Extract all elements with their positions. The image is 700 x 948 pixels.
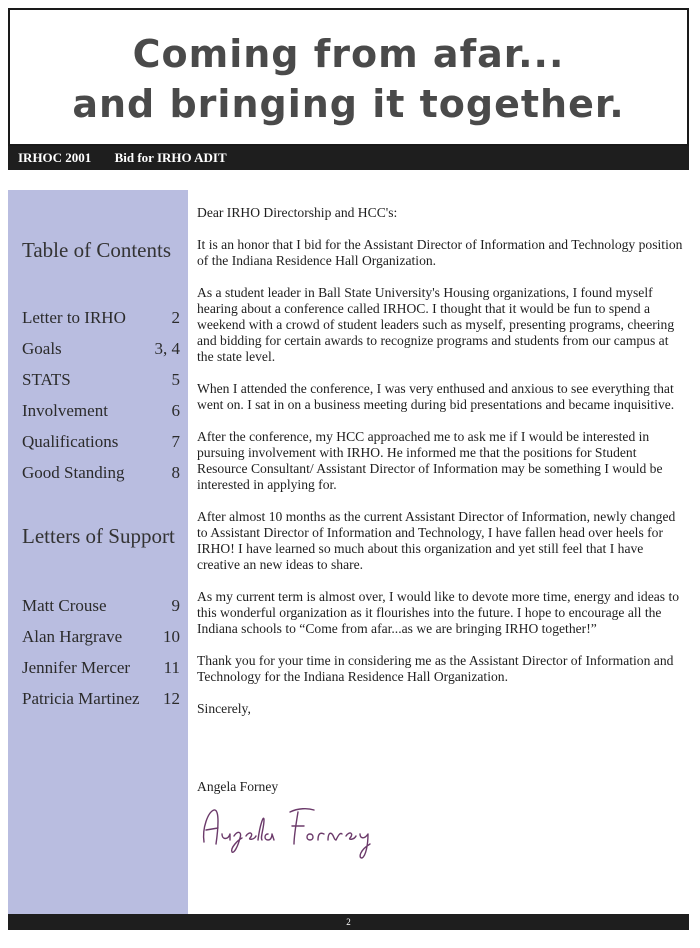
letter-paragraph: As a student leader in Ball State University's Housing organizations, I found myself hearing about a conference called IRHOC. I thought that it would be fun to spend a weekend with a crowd of student leaders such as myself, presenting programs, cheering and bidding for certain awards to recognize programs and students from our campus at the state level. bbox=[197, 285, 675, 364]
letter-paragraph: After almost 10 months as the current Assistant Director of Information, newly changed to Assistant Director of Information and Technology, I have fallen head over heels for IRHO! I have learned so much about this organization and yet still feel that I have creative an new ideas to share. bbox=[197, 509, 676, 572]
support-item-label: Alan Hargrave bbox=[22, 627, 123, 646]
page-number: 2 bbox=[346, 917, 351, 927]
header-banner bbox=[8, 146, 689, 170]
toc-item-page: 2 bbox=[171, 308, 180, 327]
support-item-label: Patricia Martinez bbox=[22, 689, 140, 708]
header-title-box bbox=[8, 8, 689, 146]
letter-paragraph: It is an honor that I bid for the Assistant Director of Information and Technology position of the Indiana Residence Hall Organization. bbox=[197, 237, 683, 268]
toc-item-page: 3, 4 bbox=[154, 339, 180, 358]
support-heading: Letters of Support bbox=[22, 524, 175, 548]
letter-body bbox=[197, 205, 687, 811]
support-item-page: 11 bbox=[163, 658, 180, 677]
support-item bbox=[22, 596, 180, 616]
letter-paragraph: After the conference, my HCC approached me to ask me if I would be interested in pursuing involvement with IRHO. He informed me that the positions for Student Resource Consultant/ Assistant Director of Information may be something I would be interested in applying for. bbox=[197, 429, 663, 492]
support-item-label: Jennifer Mercer bbox=[22, 658, 131, 677]
support-item bbox=[22, 689, 180, 709]
toc-item bbox=[22, 370, 180, 390]
handwritten-signature bbox=[198, 800, 388, 860]
toc-item-page: 6 bbox=[171, 401, 180, 420]
toc-item-label: Letter to IRHO bbox=[22, 308, 126, 327]
toc-item-page: 8 bbox=[171, 463, 180, 482]
toc-heading: Table of Contents bbox=[22, 238, 171, 262]
support-item-page: 10 bbox=[163, 627, 180, 646]
toc-item bbox=[22, 463, 180, 483]
toc-item bbox=[22, 401, 180, 421]
letter-salutation: Dear IRHO Directorship and HCC's: bbox=[197, 205, 398, 220]
title-line-1: Coming from afar... bbox=[132, 32, 565, 76]
letter-signer: Angela Forney bbox=[197, 779, 279, 794]
toc-item-label: Good Standing bbox=[22, 463, 125, 482]
letter-paragraph: Thank you for your time in considering me as the Assistant Director of Information and Technology for the Indiana Residence Hall Organization. bbox=[197, 653, 674, 684]
toc-item bbox=[22, 432, 180, 452]
title-line-2: and bringing it together. bbox=[72, 82, 625, 126]
support-item bbox=[22, 658, 180, 678]
letter-paragraph: As my current term is almost over, I would like to devote more time, energy and ideas to this wonderful organization as it flourishes into the future. I hope to encourage all the Indiana schools to “Come from afar...as we are bringing IRHO together!” bbox=[197, 589, 680, 636]
footer-bar bbox=[8, 914, 689, 930]
toc-item-page: 5 bbox=[171, 370, 180, 389]
support-item-page: 9 bbox=[171, 596, 180, 615]
toc-item-page: 7 bbox=[171, 432, 180, 451]
toc-item bbox=[22, 308, 180, 328]
toc-item bbox=[22, 339, 180, 359]
support-item-page: 12 bbox=[163, 689, 180, 708]
toc-item-label: Involvement bbox=[22, 401, 108, 420]
toc-item-label: Qualifications bbox=[22, 432, 119, 451]
banner-bid: Bid for IRHO ADIT bbox=[114, 150, 227, 165]
sidebar bbox=[8, 190, 188, 914]
banner-event: IRHOC 2001 bbox=[18, 150, 92, 165]
toc-item-label: STATS bbox=[22, 370, 71, 389]
toc-item-label: Goals bbox=[22, 339, 62, 358]
support-item bbox=[22, 627, 180, 647]
support-item-label: Matt Crouse bbox=[22, 596, 107, 615]
letter-closing: Sincerely, bbox=[197, 701, 251, 716]
letter-paragraph: When I attended the conference, I was very enthused and anxious to see everything that went on. I sat in on a business meeting during bid presentations and became inquisitive. bbox=[197, 381, 675, 412]
